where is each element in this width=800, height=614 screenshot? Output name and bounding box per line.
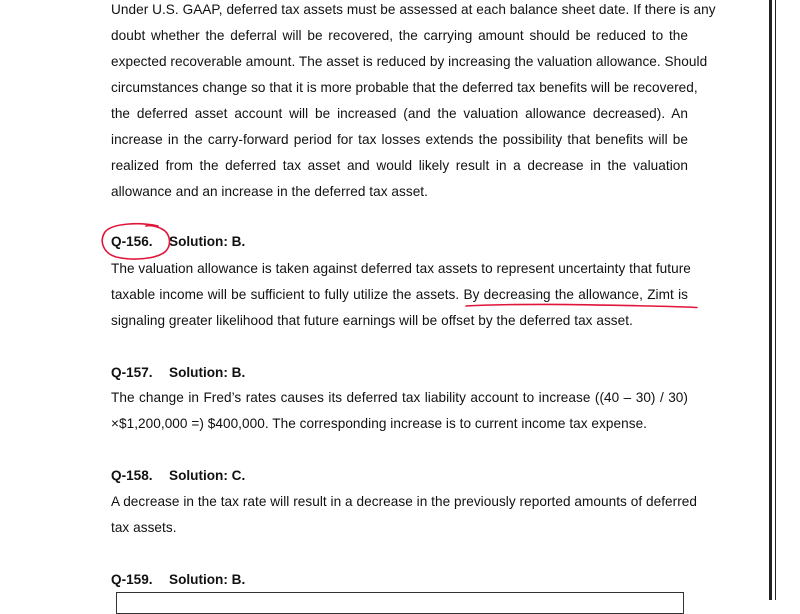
page-border-thick bbox=[769, 0, 772, 600]
text-line: tax assets. bbox=[111, 520, 177, 535]
text-line: A decrease in the tax rate will result in a decrease in the previously reported amounts of deferred bbox=[111, 494, 698, 509]
solution-label: Solution: B. bbox=[169, 365, 246, 380]
solution-label: Solution: B. bbox=[169, 234, 246, 249]
text-line: expected recoverable amount. The asset is reduced by increasing the valuation allowance. Should bbox=[111, 54, 708, 69]
question-number: Q-156. bbox=[111, 234, 153, 249]
text-line: The change in Fred’s rates causes its deferred tax liability account to increase ((40 – 30) / 30) bbox=[111, 390, 688, 405]
question-heading bbox=[111, 463, 245, 489]
text-line: ×$1,200,000 =) $400,000. The corresponding increase is to current income tax expense. bbox=[111, 416, 648, 431]
text-line: The valuation allowance is taken against deferred tax assets to represent uncertainty that future bbox=[111, 261, 691, 276]
question-heading bbox=[111, 229, 245, 255]
text-line: circumstances change so that it is more probable that the deferred tax benefits will be recovered, bbox=[111, 80, 698, 95]
page-border-thin bbox=[775, 0, 776, 600]
text-line: the deferred asset account will be increased (and the valuation allowance decreased). An bbox=[111, 106, 688, 121]
question-number: Q-159. bbox=[111, 572, 153, 587]
solution-label: Solution: C. bbox=[169, 468, 246, 483]
question-heading bbox=[111, 360, 245, 386]
solution-label: Solution: B. bbox=[169, 572, 246, 587]
answer-paragraph bbox=[111, 256, 691, 334]
question-heading bbox=[111, 567, 245, 593]
answer-paragraph bbox=[111, 385, 688, 437]
text-line: doubt whether the deferral will be recovered, the carrying amount should be reduced to the bbox=[111, 28, 688, 43]
text-line: increase in the carry-forward period for tax losses extends the possibility that benefits will be bbox=[111, 132, 688, 147]
intro-paragraph bbox=[111, 0, 716, 205]
table-box bbox=[116, 592, 684, 614]
answer-paragraph bbox=[111, 489, 698, 541]
question-number: Q-158. bbox=[111, 468, 153, 483]
text-line: signaling greater likelihood that future earnings will be offset by the deferred tax asset. bbox=[111, 313, 633, 328]
text-line: allowance and an increase in the deferred tax asset. bbox=[111, 184, 428, 199]
text-line: taxable income will be sufficient to fully utilize the assets. By decreasing the allowance, Zimt is bbox=[111, 287, 688, 302]
question-number: Q-157. bbox=[111, 365, 153, 380]
text-line: Under U.S. GAAP, deferred tax assets must be assessed at each balance sheet date. If there is any bbox=[111, 2, 716, 17]
text-line: realized from the deferred tax asset and would likely result in a decrease in the valuation bbox=[111, 158, 688, 173]
